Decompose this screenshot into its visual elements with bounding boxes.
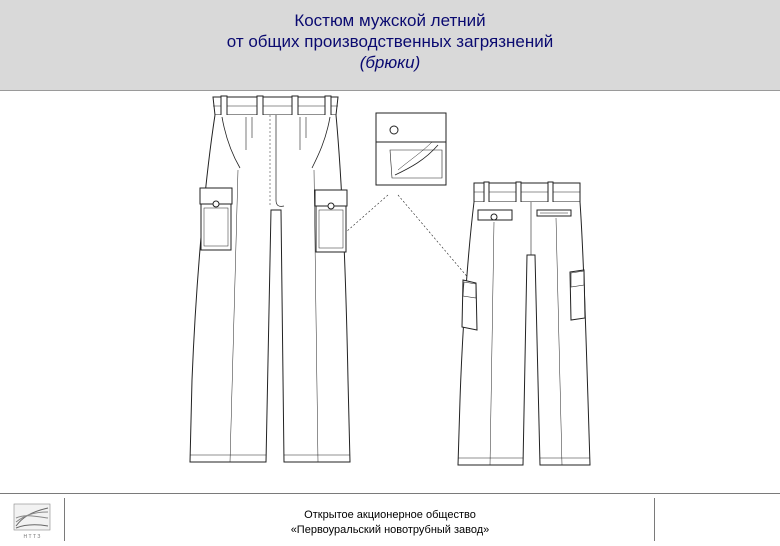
pocket-detail-view bbox=[376, 113, 446, 185]
trousers-front-view bbox=[190, 96, 350, 462]
slide-footer bbox=[0, 493, 780, 541]
company-line-2: «Первоуральский новотрубный завод» bbox=[290, 524, 490, 536]
company-line-1: Открытое акционерное общество bbox=[304, 509, 476, 521]
title-line-2: от общих производственных загрязнений bbox=[226, 32, 554, 51]
footer-divider bbox=[654, 498, 655, 541]
slide-header bbox=[0, 0, 780, 91]
company-name bbox=[240, 508, 540, 538]
company-logo-icon bbox=[2, 498, 65, 541]
trousers-back-view bbox=[458, 182, 590, 465]
trousers-technical-drawing bbox=[0, 92, 780, 492]
svg-text:Н Т Т З: Н Т Т З bbox=[23, 534, 41, 540]
title-line-3: (брюки) bbox=[359, 53, 421, 72]
title-line-1: Костюм мужской летний bbox=[294, 11, 486, 30]
